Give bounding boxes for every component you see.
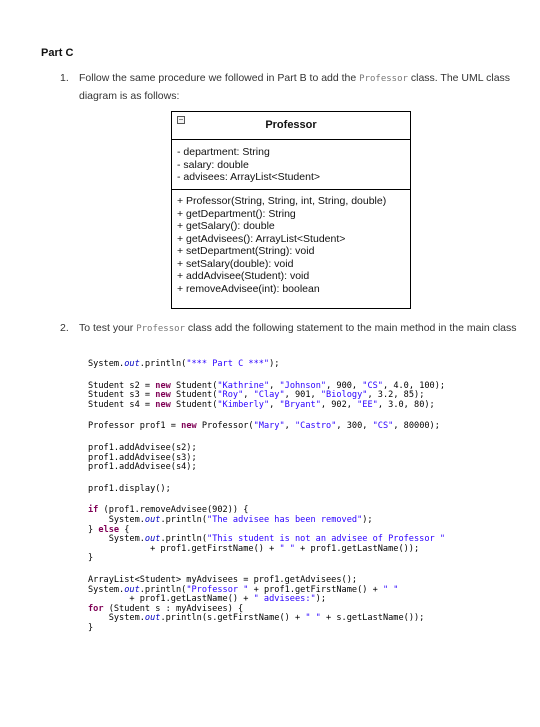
code-token: ArrayList<Student> myAdvisees = prof1.getAdvisees();: [88, 574, 358, 585]
code-line: [88, 545, 445, 555]
code-token: out: [124, 359, 140, 369]
code-token: "Clay": [253, 390, 285, 401]
code-token: "The advisee has been removed": [207, 514, 363, 525]
code-token: }: [88, 524, 99, 535]
code-token: , 300,: [336, 421, 373, 432]
code-line: [88, 485, 445, 495]
code-token: Student s2 =: [88, 380, 156, 391]
uml-operation: + setSalary(double): void: [177, 257, 294, 270]
code-line: [88, 624, 445, 634]
code-token: .println(: [160, 534, 208, 545]
code-token: "Kimberly": [217, 399, 270, 410]
section-heading: Part C: [41, 47, 74, 59]
step-1-number: 1.: [60, 72, 69, 84]
code-token: "*** Part C ***": [186, 359, 270, 369]
code-token: ,: [269, 380, 280, 391]
code-token: out: [124, 584, 140, 595]
code-token: "Roy": [217, 390, 244, 401]
code-token: "CS": [372, 421, 394, 432]
code-token: (Student s : myAdvisees) {: [103, 603, 244, 614]
code-token: }: [88, 622, 94, 633]
code-line: [88, 422, 445, 432]
code-token: prof1.addAdvisee(s2);: [88, 442, 197, 453]
code-token: }: [88, 553, 94, 564]
code-token: + prof1.getFirstName() +: [248, 584, 383, 595]
uml-title-row: [172, 112, 410, 140]
uml-attribute: - department: String: [177, 146, 270, 158]
code-token: Student s3 =: [88, 390, 156, 401]
step-1-text-before: Follow the same procedure we followed in Part B to add the: [79, 72, 360, 84]
code-token: "Mary": [253, 421, 285, 432]
code-token: .println(: [160, 514, 208, 525]
code-line: [88, 360, 445, 370]
code-token: + prof1.getFirstName() +: [88, 543, 280, 554]
code-line: [88, 401, 445, 411]
code-line: [88, 614, 445, 624]
code-token: .println(: [139, 584, 187, 595]
code-token: , 3.2, 85);: [367, 390, 425, 401]
uml-operation: + getDepartment(): String: [177, 207, 296, 220]
step-1-code-word: Professor: [359, 74, 408, 84]
code-token: , 80000);: [393, 421, 440, 432]
code-token: new: [181, 421, 197, 432]
code-token: ,: [284, 421, 295, 432]
code-token: + s.getLastName());: [320, 613, 425, 624]
code-token: );: [315, 594, 327, 605]
code-token: Student(: [170, 399, 218, 410]
step-1-text-after: class. The UML class diagram is as follows:: [79, 72, 511, 102]
code-token: , 902,: [320, 399, 358, 410]
code-token: " advisees:": [253, 594, 316, 605]
code-token: + prof1.getLastName());: [294, 543, 420, 554]
uml-class-diagram: [171, 111, 411, 309]
code-line: [88, 463, 445, 473]
code-token: "Biology": [320, 390, 368, 401]
uml-attribute: - advisees: ArrayList<Student>: [177, 171, 320, 184]
code-token: );: [269, 359, 280, 369]
code-token: System.: [88, 514, 145, 525]
code-token: new: [155, 380, 171, 391]
code-token: .println(s.getFirstName() +: [160, 613, 306, 624]
code-token: for: [88, 603, 104, 614]
code-token: "This student is not an advisee of Professor ": [207, 534, 446, 545]
code-token: prof1.display();: [88, 483, 171, 494]
uml-operation: + Professor(String, String, int, String, double): [177, 195, 387, 207]
code-token: ,: [269, 399, 280, 410]
step-2-code-word: Professor: [136, 324, 185, 334]
code-token: ,: [243, 390, 254, 401]
code-token: new: [155, 390, 171, 401]
code-token: Student(: [170, 380, 218, 391]
code-token: + prof1.getLastName() +: [88, 594, 254, 605]
uml-operation: + removeAdvisee(int): boolean: [177, 282, 320, 295]
code-token: if: [88, 505, 99, 516]
code-token: " ": [382, 584, 399, 595]
code-token: .println(: [139, 359, 187, 369]
code-token: Professor(: [196, 421, 254, 432]
uml-operation: + setDepartment(String): void: [177, 245, 315, 257]
step-2-text-after: class add the following statement to the main method in the main class: [184, 322, 517, 334]
code-token: , 3.0, 80);: [377, 399, 435, 410]
code-token: , 901,: [284, 390, 321, 401]
code-line: [88, 516, 445, 526]
code-token: (prof1.removeAdvisee(902)) {: [98, 505, 249, 516]
code-token: else: [98, 524, 120, 535]
step-2-number: 2.: [60, 322, 69, 334]
code-token: "Professor ": [186, 584, 249, 595]
code-token: "Bryant": [279, 399, 321, 410]
code-token: {: [119, 524, 130, 535]
code-token: "Kathrine": [217, 380, 270, 391]
code-token: Professor prof1 =: [88, 421, 182, 432]
step-2-text: [79, 320, 519, 338]
code-token: System.: [88, 359, 125, 369]
code-token: "Johnson": [279, 380, 327, 391]
code-token: " ": [305, 613, 321, 624]
uml-operation: + addAdvisee(Student): void: [177, 270, 310, 282]
code-token: , 900,: [326, 380, 363, 391]
code-token: System.: [88, 534, 145, 545]
uml-attributes: [172, 140, 410, 190]
uml-attribute: - salary: double: [177, 158, 249, 171]
code-token: );: [362, 514, 373, 525]
uml-operations: [172, 190, 410, 295]
code-token: Student(: [170, 390, 218, 401]
step-2-text-before: To test your: [79, 322, 137, 334]
collapse-icon[interactable]: −: [178, 115, 184, 124]
code-token: System.: [88, 584, 125, 595]
code-token: prof1.addAdvisee(s4);: [88, 462, 197, 473]
code-line: [88, 554, 445, 564]
uml-operation: + getSalary(): double: [177, 220, 275, 232]
uml-operation: + getAdvisees(): ArrayList<Student>: [177, 232, 346, 245]
code-token: System.: [88, 613, 145, 624]
code-token: , 4.0, 100);: [382, 380, 446, 391]
step-1-text: [79, 70, 519, 105]
code-token: out: [144, 613, 161, 624]
code-token: out: [144, 534, 161, 545]
code-token: " ": [279, 543, 295, 554]
code-token: out: [144, 514, 161, 525]
uml-class-name: Professor: [265, 119, 317, 131]
code-token: "EE": [357, 399, 378, 410]
code-token: new: [155, 399, 171, 410]
code-block: [88, 360, 445, 633]
code-token: "CS": [362, 380, 383, 391]
code-token: Student s4 =: [88, 399, 156, 410]
code-token: prof1.addAdvisee(s3);: [88, 452, 197, 463]
code-token: "Castro": [295, 421, 337, 432]
